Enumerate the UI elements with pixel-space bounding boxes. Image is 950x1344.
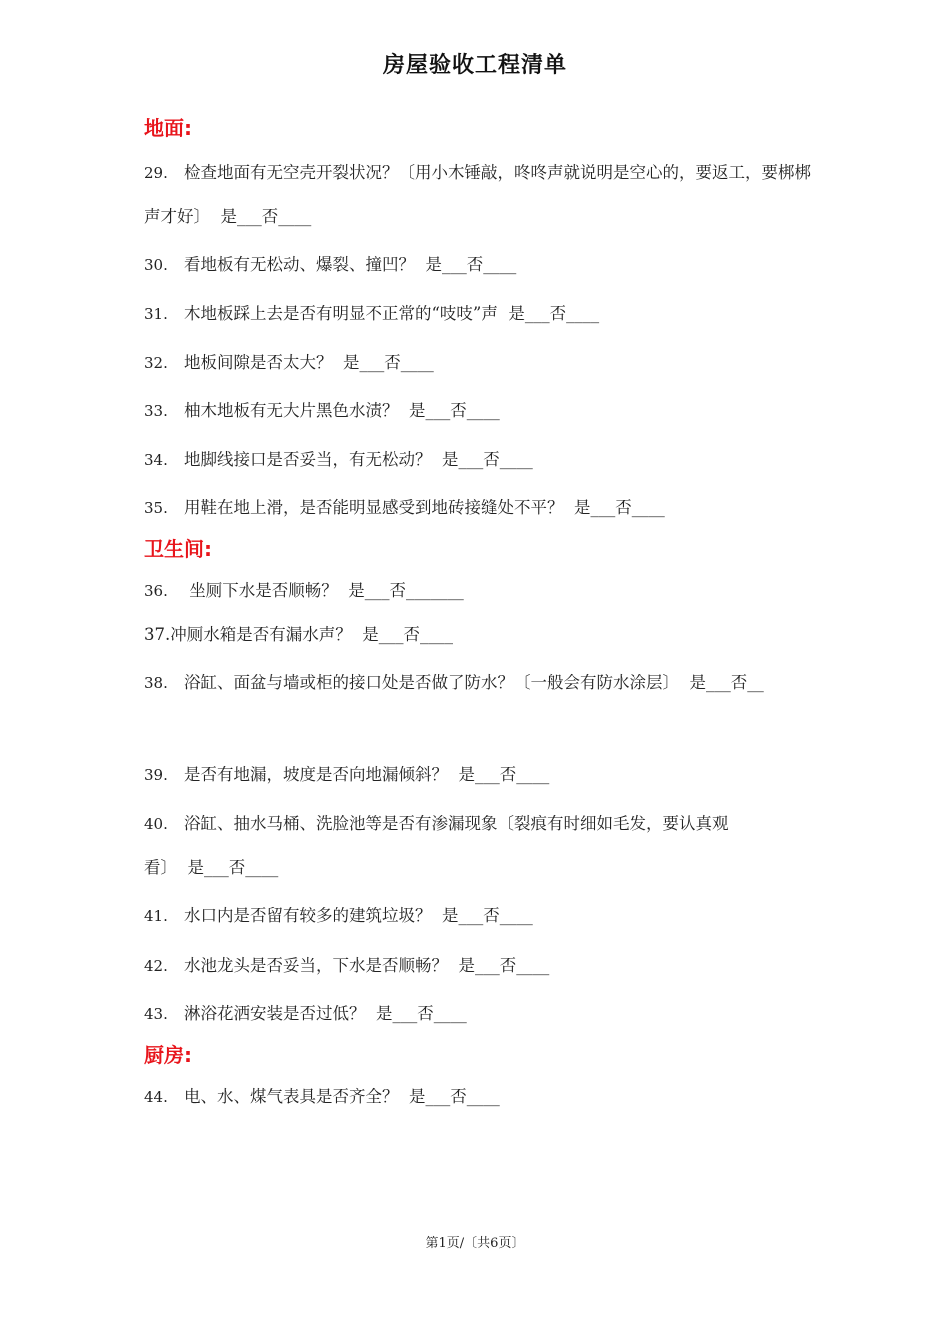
item-answer: 是___否____ — [376, 1004, 467, 1023]
item-number: 39. — [144, 766, 168, 784]
item-answer: 是___否_______ — [348, 581, 464, 600]
checklist-item — [144, 944, 814, 988]
item-text: 浴缸、面盆与墙或柜的接口处是否做了防水？〔一般会有防水涂层〕 — [184, 673, 679, 692]
item-number: 35. — [144, 499, 168, 517]
item-number: 40. — [144, 815, 168, 833]
item-number: 43. — [144, 1005, 168, 1023]
checklist-item — [144, 341, 814, 385]
item-text: 淋浴花洒安装是否过低？ — [184, 1004, 366, 1023]
checklist-item — [144, 243, 814, 287]
item-number: 32. — [144, 354, 168, 372]
checklist-item — [144, 389, 814, 433]
item-number: 37. — [144, 625, 171, 644]
checklist-item — [144, 569, 814, 613]
item-number: 38. — [144, 674, 168, 692]
item-text: 检查地面有无空壳开裂状况？〔用小木锤敲，咚咚声就说明是空心的，要返工，要梆梆声才好〕 — [144, 163, 811, 226]
item-answer: 是___否____ — [458, 956, 550, 975]
item-answer: 是___否____ — [220, 207, 312, 226]
item-text: 水口内是否留有较多的建筑垃圾？ — [184, 906, 432, 925]
item-answer: 是___否____ — [362, 625, 453, 644]
checklist-item — [144, 292, 814, 336]
checklist-item — [144, 992, 814, 1036]
section-heading-kitchen: 厨房: — [144, 1043, 192, 1067]
item-text: 地脚线接口是否妥当，有无松动？ — [184, 450, 432, 469]
item-answer: 是___否____ — [409, 1087, 500, 1106]
item-answer: 是___否____ — [574, 498, 665, 517]
item-answer: 是___否____ — [187, 858, 279, 877]
checklist-item — [144, 438, 814, 482]
item-answer: 是___否____ — [409, 401, 500, 420]
item-text: 地板间隙是否太大？ — [184, 353, 333, 372]
item-answer: 是___否__ — [689, 673, 764, 692]
item-text: 木地板踩上去是否有明显不正常的“吱吱”声 — [184, 304, 498, 323]
checklist-item — [144, 753, 814, 797]
item-text: 坐厕下水是否顺畅？ — [189, 581, 338, 600]
item-answer: 是___否____ — [442, 450, 533, 469]
checklist-item — [144, 1075, 814, 1119]
item-answer: 是___否____ — [343, 353, 434, 372]
item-text: 是否有地漏，坡度是否向地漏倾斜？ — [184, 765, 448, 784]
item-text: 冲厕水箱是否有漏水声？ — [170, 625, 352, 644]
item-text: 水池龙头是否妥当，下水是否顺畅？ — [184, 956, 448, 975]
item-text: 用鞋在地上滑，是否能明显感受到地砖接缝处不平？ — [184, 498, 564, 517]
checklist-item — [144, 486, 814, 530]
item-answer: 是___否____ — [458, 765, 550, 784]
item-answer: 是___否____ — [508, 304, 600, 323]
checklist-item — [144, 661, 814, 705]
page-footer: 第1页/〔共6页〕 — [425, 1236, 525, 1251]
item-number: 29. — [144, 164, 168, 182]
checklist-item — [144, 151, 814, 239]
item-answer: 是___否____ — [442, 906, 533, 925]
section-heading-floor: 地面: — [144, 116, 192, 140]
item-number: 31. — [144, 305, 168, 323]
item-text: 看地板有无松动、爆裂、撞凹？ — [184, 255, 415, 274]
section-heading-bathroom: 卫生间: — [144, 537, 212, 561]
item-text: 浴缸、抽水马桶、洗脸池等是否有渗漏现象〔裂痕有时细如毛发，要认真观看〕 — [144, 814, 729, 877]
checklist-item — [144, 894, 814, 938]
checklist-item — [144, 802, 814, 890]
item-answer: 是___否____ — [425, 255, 517, 274]
item-number: 33. — [144, 402, 168, 420]
item-text: 电、水、煤气表具是否齐全？ — [184, 1087, 399, 1106]
checklist-item — [144, 613, 814, 657]
item-number: 36. — [144, 582, 168, 600]
item-number: 42. — [144, 957, 168, 975]
page-title: 房屋验收工程清单 — [382, 53, 567, 78]
item-number: 44. — [144, 1088, 168, 1106]
item-text: 柚木地板有无大片黑色水渍？ — [184, 401, 399, 420]
item-number: 30. — [144, 256, 168, 274]
item-number: 34. — [144, 451, 168, 469]
item-number: 41. — [144, 907, 168, 925]
